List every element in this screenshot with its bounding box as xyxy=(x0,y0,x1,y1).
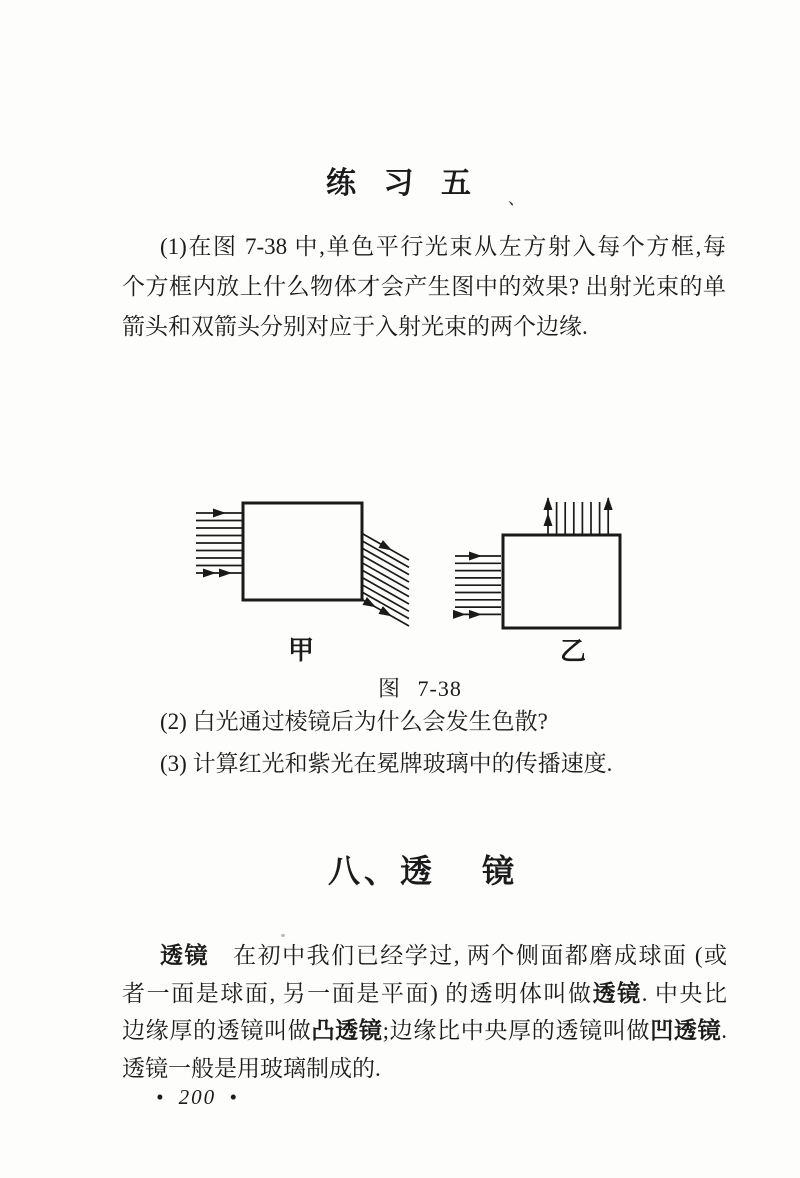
question-1-line-3: 箭头和双箭头分别对应于入射光束的两个边缘. xyxy=(122,314,588,339)
text-run: 者一面是球面, 另一面是平面) 的透明体叫做 xyxy=(122,980,593,1006)
lens-paragraph-line-2 xyxy=(122,975,727,1013)
bold-term: 透镜 xyxy=(592,980,642,1006)
question-2: (2) 白光通过棱镜后为什么会发生色散? xyxy=(160,709,548,734)
bold-term: 凹透镜 xyxy=(650,1018,722,1043)
section-heading-lenses: 八、透 镜 xyxy=(327,853,518,889)
text-run: . xyxy=(721,1018,728,1043)
question-1-line-2: 个方框内放上什么物体才会产生图中的效果? 出射光束的单 xyxy=(122,274,726,299)
text-run: ;边缘比中央厚的透镜叫做 xyxy=(382,1018,651,1043)
bold-term: 凸透镜 xyxy=(311,1018,383,1043)
text-run: 在初中我们已经学过, 两个侧面都磨成球面 (或 xyxy=(233,943,727,968)
page-number: • 200 • xyxy=(156,1085,239,1109)
figure-label-yi: 乙 xyxy=(560,637,588,666)
scan-artifact-tick: 、 xyxy=(508,189,525,208)
bold-term: 透镜 xyxy=(160,943,210,968)
text-run: . 中央比 xyxy=(641,980,727,1006)
figure-7-38-light-ray-diagram xyxy=(190,490,630,635)
lens-paragraph xyxy=(122,937,727,1087)
question-1-line-1: (1)在图 7-38 中,单色平行光束从左方射入每个方框,每 xyxy=(160,234,726,259)
lens-paragraph-line-3 xyxy=(122,1012,727,1050)
question-3: (3) 计算红光和紫光在冕牌玻璃中的传播速度. xyxy=(160,751,613,776)
text-run: 边缘厚的透镜叫做 xyxy=(122,1018,312,1043)
lens-paragraph-line-1 xyxy=(122,937,727,975)
figure-label-jia: 甲 xyxy=(288,636,316,665)
text-run: 透镜一般是用玻璃制成的. xyxy=(122,1055,381,1081)
page-title: 练 习 五 xyxy=(326,167,474,200)
question-1-paragraph xyxy=(122,227,726,347)
lens-paragraph-line-4 xyxy=(122,1050,727,1088)
figure-caption: 图 7-38 xyxy=(378,676,462,701)
